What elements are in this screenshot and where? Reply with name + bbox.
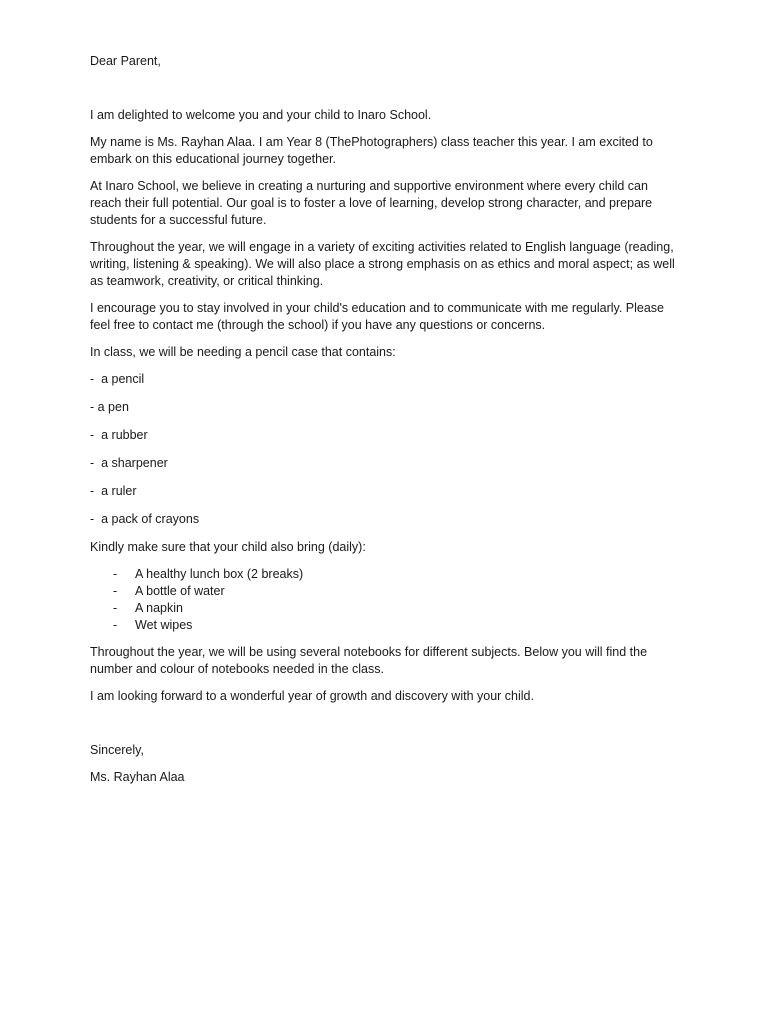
greeting: Dear Parent, — [90, 54, 161, 68]
school-values-paragraph: At Inaro School, we believe in creating a nurturing and supportive environment where every child can reach their full potential. Our goal is to foster a love of learning, develop strong character, and prepare students for a successful future. — [90, 179, 653, 227]
daily-items-list — [90, 566, 680, 634]
dash-bullet: - — [113, 618, 118, 632]
notebooks-paragraph: Throughout the year, we will be using several notebooks for different subjects. Below you will find the number and colour of notebooks needed in the class. — [90, 645, 648, 676]
list-item — [90, 566, 680, 583]
dash-bullet: - — [113, 601, 118, 615]
list-item — [90, 600, 680, 617]
pencil-case-list — [90, 371, 680, 528]
list-item: - a ruler — [90, 484, 137, 498]
introduction-paragraph: My name is Ms. Rayhan Alaa. I am Year 8 (ThePhotographers) class teacher this year. I am excited to embark on this educational journey together. — [90, 135, 653, 166]
list-item: - a sharpener — [90, 456, 168, 470]
closing-paragraph: I am looking forward to a wonderful year of growth and discovery with your child. — [90, 689, 534, 703]
list-item — [90, 583, 680, 600]
activities-paragraph: Throughout the year, we will engage in a variety of exciting activities related to English language (reading, writing, listening & speaking). We will also place a strong emphasis on as ethics and moral aspect; as well as teamwork, creativity, or critical thinking. — [90, 240, 675, 288]
list-item-label: A napkin — [135, 601, 183, 615]
list-item — [90, 617, 680, 634]
sign-off: Sincerely, — [90, 743, 144, 757]
list-item-label: A bottle of water — [135, 584, 225, 598]
dash-bullet: - — [113, 584, 118, 598]
list-item-label: Wet wipes — [135, 618, 193, 632]
list-item: - a pen — [90, 400, 129, 414]
signature: Ms. Rayhan Alaa — [90, 770, 185, 784]
dash-bullet: - — [113, 567, 118, 581]
daily-items-intro: Kindly make sure that your child also bring (daily): — [90, 540, 366, 554]
pencil-case-intro: In class, we will be needing a pencil case that contains: — [90, 345, 396, 359]
list-item: - a pack of crayons — [90, 512, 200, 526]
list-item: - a pencil — [90, 372, 145, 386]
list-item-label: A healthy lunch box (2 breaks) — [135, 567, 304, 581]
welcome-paragraph: I am delighted to welcome you and your child to Inaro School. — [90, 108, 432, 122]
involvement-paragraph: I encourage you to stay involved in your child's education and to communicate with me regularly. Please feel free to contact me (through the school) if you have any questions or concerns. — [90, 301, 664, 332]
list-item: - a rubber — [90, 428, 148, 442]
letter-body — [90, 53, 680, 796]
